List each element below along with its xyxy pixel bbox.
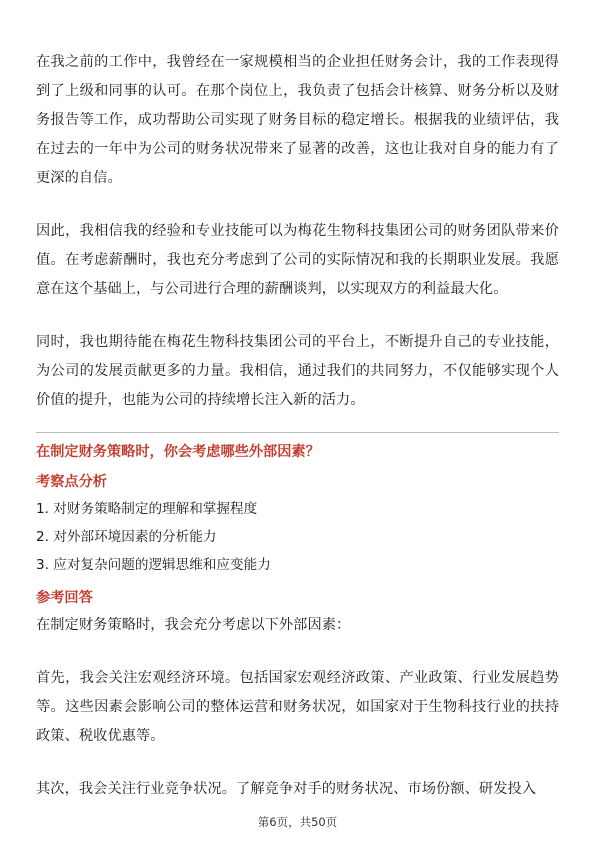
question-title: 在制定财务策略时，你会考虑哪些外部因素？ — [36, 444, 320, 460]
analysis-item: 1. 对财务策略制定的理解和掌握程度 — [36, 501, 258, 517]
page-number: 第6页，共50页 — [257, 815, 338, 829]
paragraph-expectation: 同时，我也期待能在梅花生物科技集团公司的平台上，不断提升自己的专业技能，为公司的发展贡献更多的力量。我相信，通过我们的共同努力，不仅能够实现个人价值的提升，也能为公司的持续增长注入新的活力。 — [36, 334, 559, 408]
paragraph-previous-work: 在我之前的工作中，我曾经在一家规模相当的企业担任财务会计，我的工作表现得到了上级和同事的认可。在那个岗位上，我负责了包括会计核算、财务分析以及财务报告等工作，成功帮助公司实现了财务目标的稳定增长。根据我的业绩评估，我在过去的一年中为公司的财务状况带来了显著的改善，这也让我对自身的能力有了更深的自信。 — [36, 54, 559, 186]
answer-paragraph-industry: 其次，我会关注行业竞争状况。了解竞争对手的财务状况、市场份额、研发投入 — [36, 781, 537, 797]
answer-intro: 在制定财务策略时，我会充分考虑以下外部因素： — [36, 617, 351, 633]
analysis-heading: 考察点分析 — [36, 474, 107, 490]
answer-paragraph-macro: 首先，我会关注宏观经济环境。包括国家宏观经济政策、产业政策、行业发展趋势等。这些因素会影响公司的整体运营和财务状况，如国家对于生物科技行业的扶持政策、税收优惠等。 — [36, 670, 559, 744]
section-divider — [36, 432, 559, 433]
page-body — [36, 48, 559, 804]
answer-heading: 参考回答 — [36, 590, 93, 606]
analysis-item: 2. 对外部环境因素的分析能力 — [36, 529, 217, 545]
paragraph-value-to-team: 因此，我相信我的经验和专业技能可以为梅花生物科技集团公司的财务团队带来价值。在考虑薪酬时，我也充分考虑到了公司的实际情况和我的长期职业发展。我愿意在这个基础上，与公司进行合理的薪酬谈判，以实现双方的利益最大化。 — [36, 223, 559, 297]
analysis-item: 3. 应对复杂问题的逻辑思维和应变能力 — [36, 557, 271, 573]
